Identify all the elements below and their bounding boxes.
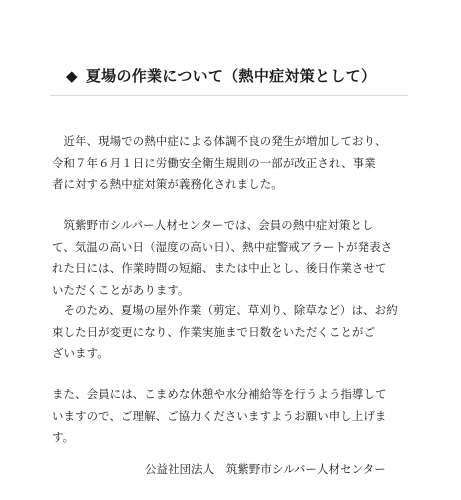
- paragraph-member-guidance: [52, 384, 412, 449]
- paragraph-heatstroke-regulation: [52, 131, 412, 196]
- paragraph-line: いただくことがあります。: [52, 282, 190, 297]
- heading-divider: [50, 95, 408, 96]
- paragraph-line: 令和７年６月１日に労働安全衛生規則の一部が改正され、事業: [52, 155, 376, 170]
- paragraph-line: れた日には、作業時間の短縮、または中止とし、後日作業させて: [52, 261, 387, 276]
- paragraph-line: 近年、現場での熱中症による体調不良の発生が増加しており、: [52, 134, 387, 148]
- organization-signature: 公益社団法人 筑紫野市シルバー人材センター: [145, 462, 386, 476]
- paragraph-line: いますので、ご理解、ご協力くださいますようお願い申し上げま: [52, 408, 387, 423]
- paragraph-line: ざいます。: [52, 346, 109, 361]
- paragraph-line: 者に対する熱中症対策が義務化されました。: [52, 177, 283, 192]
- paragraph-line: 束した日が変更になり、作業実施まで日数をいただくことがご: [52, 324, 376, 339]
- paragraph-line: そのため、夏場の屋外作業（剪定、草刈り、除草など）は、お約: [52, 303, 398, 317]
- notice-title: 夏場の作業について（熱中症対策として）: [85, 67, 377, 85]
- paragraph-line: 筑紫野市シルバー人材センターでは、会員の熱中症対策とし: [52, 218, 374, 232]
- diamond-bullet-icon: ◆: [66, 67, 78, 85]
- paragraph-line: て、気温の高い日（湿度の高い日）、熱中症警戒アラートが発表さ: [52, 239, 393, 254]
- paragraph-schedule-change: [52, 300, 412, 365]
- paragraph-line: また、会員には、こまめな休憩や水分補給等を行うよう指導して: [52, 387, 387, 401]
- paragraph-center-policy: [52, 215, 412, 301]
- paragraph-line: す。: [52, 430, 75, 445]
- notice-heading: [66, 65, 406, 87]
